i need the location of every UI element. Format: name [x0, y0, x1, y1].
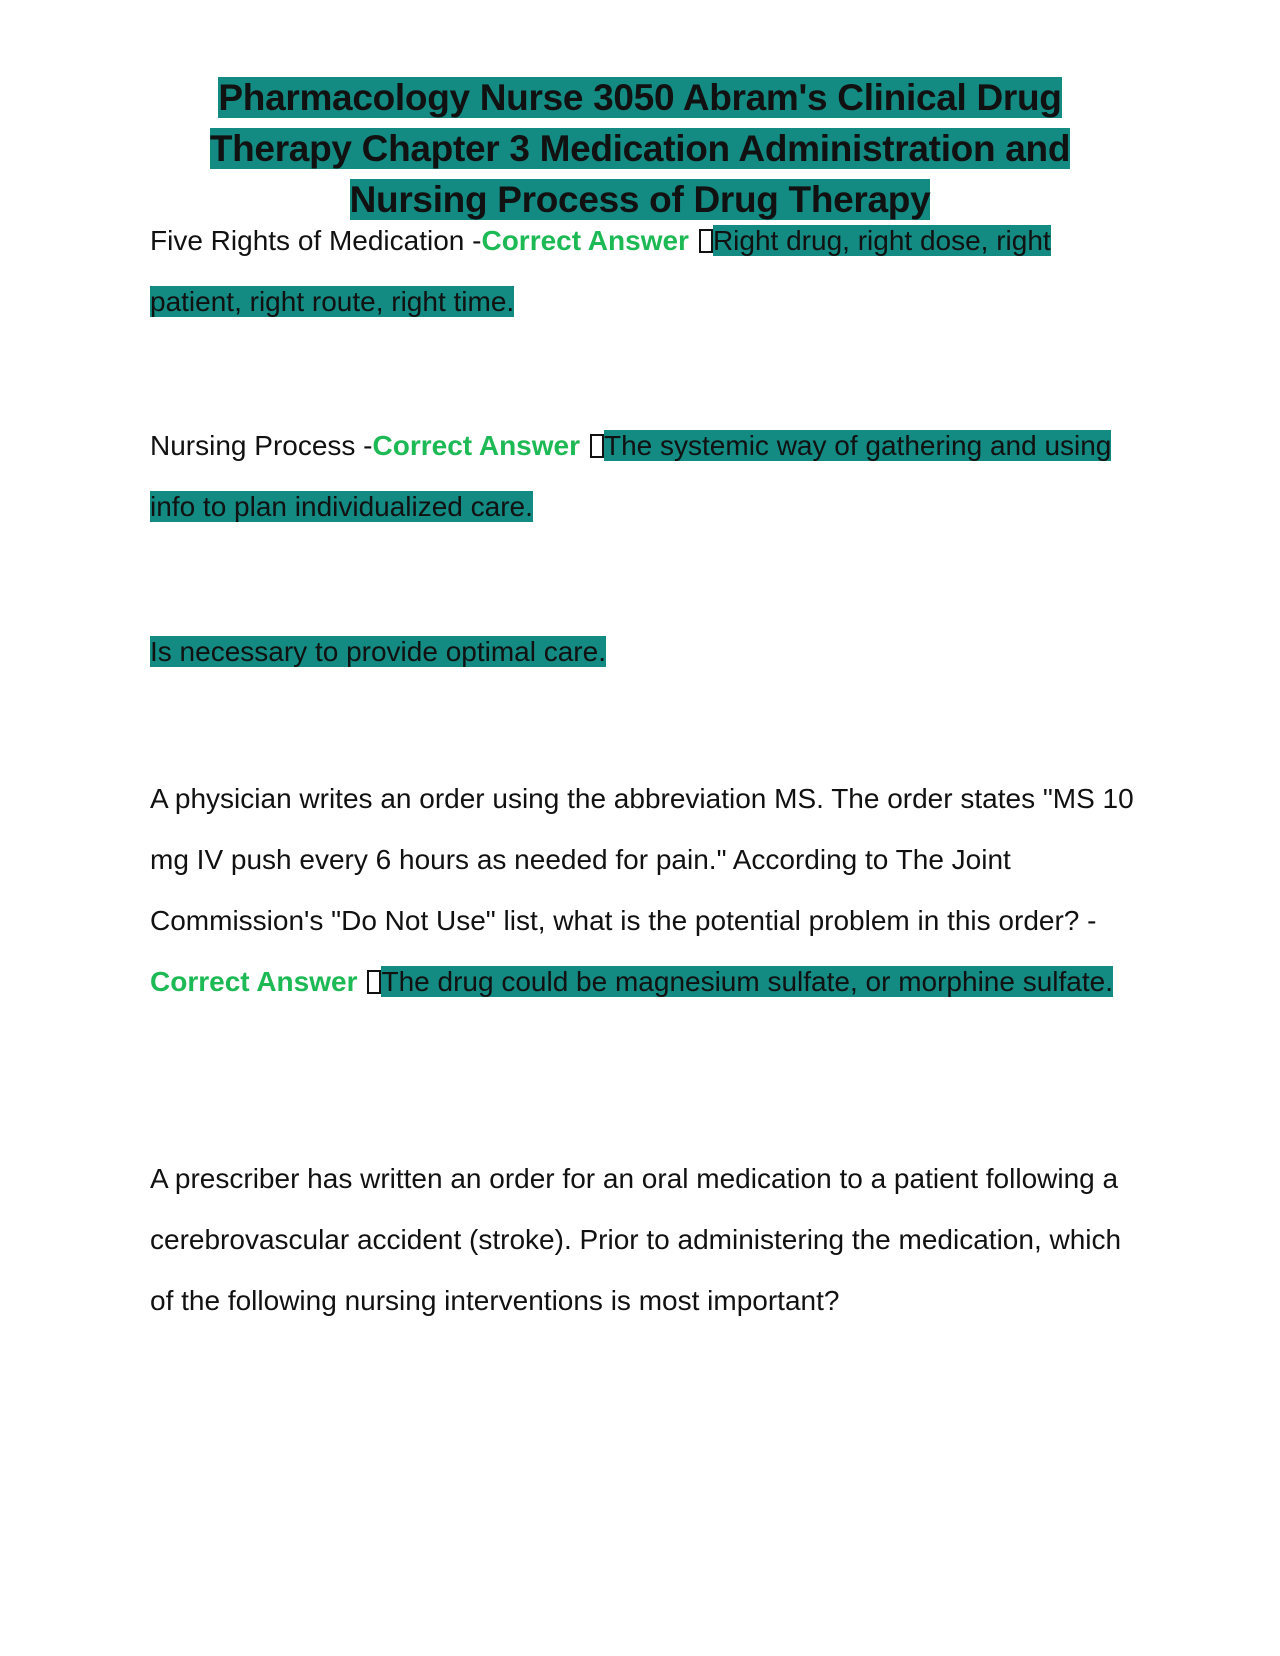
question-text: Five Rights of Medication - — [150, 225, 482, 256]
correct-answer-label: Correct Answer — [150, 966, 358, 997]
qa-item-nursing-process — [150, 415, 1140, 537]
checkbox-glyph-icon — [590, 434, 604, 458]
qa-item-oral-medication — [150, 1148, 1140, 1331]
question-text: A prescriber has written an order for an oral medication to a patient following a cerebrovascular accident (stroke). Prior to administering the medication, which of the following nursing interventions is most important? — [150, 1163, 1122, 1316]
answer-text: The drug could be magnesium sulfate, or morphine sulfate. — [381, 966, 1113, 997]
checkbox-glyph-icon — [699, 229, 713, 253]
answer-text: Right drug, right dose, right patient, right route, right time. — [150, 225, 1051, 317]
document-title — [150, 72, 1130, 225]
correct-answer-label: Correct Answer — [372, 430, 580, 461]
answer-text: The systemic way of gathering and using info to plan individualized care. — [150, 430, 1112, 522]
qa-item-five-rights — [150, 210, 1140, 332]
question-text: Nursing Process - — [150, 430, 373, 461]
correct-answer-label: Correct Answer — [481, 225, 689, 256]
question-text: A physician writes an order using the abbreviation MS. The order states "MS 10 mg IV push every 6 hours as needed for pain." According to The Joint Commission's "Do Not Use" list, what is the potential problem in this order? - — [150, 783, 1134, 936]
checkbox-glyph-icon — [367, 970, 381, 994]
standalone-note — [150, 621, 1140, 682]
title-text: Pharmacology Nurse 3050 Abram's Clinical Drug Therapy Chapter 3 Medication Administration and Nursing Process of Drug Therapy — [209, 77, 1071, 220]
qa-item-ms-abbreviation — [150, 768, 1140, 1012]
note-text: Is necessary to provide optimal care. — [150, 636, 606, 667]
